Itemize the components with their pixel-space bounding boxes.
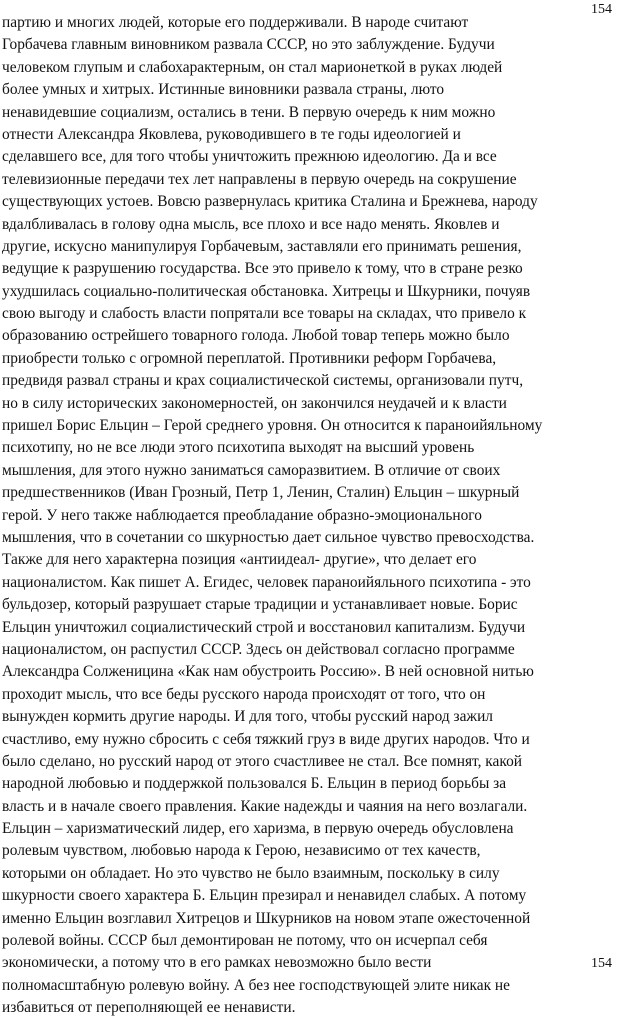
text-line: отнести Александра Яковлева, руководившего в те годы идеологией и bbox=[2, 125, 461, 143]
text-line: экономически, а потому что в его рамках невозможно было вести bbox=[2, 954, 432, 972]
text-line: мышления, что в сочетании со шкурностью дает сильное чувство превосходства. bbox=[2, 528, 535, 546]
text-line: образованию острейшего товарного голода. Любой товар теперь можно было bbox=[2, 327, 510, 345]
text-line: существующих устоев. Вовсю развернулась критика Сталина и Брежнева, народу bbox=[2, 193, 538, 211]
text-line: свою выгоду и слабость власти попрятали все товары на складах, что привело к bbox=[2, 305, 527, 323]
text-line: националистом. Как пишет А. Егидес, человек параноийяльного психотипа - это bbox=[2, 573, 531, 591]
text-line: герой. У него также наблюдается преобладание образно-эмоционального bbox=[2, 506, 482, 524]
text-line: ведущие к разрушению государства. Все это привело к тому, что в стране резко bbox=[2, 260, 523, 278]
page-number-top: 154 bbox=[591, 2, 612, 17]
text-line: сделавшего все, для того чтобы уничтожить прежнюю идеологию. Да и все bbox=[2, 148, 497, 166]
text-line: партию и многих людей, которые его поддерживали. В народе считают bbox=[2, 14, 469, 31]
text-line: которыми он обладает. Но это чувство не было взаимным, поскольку в силу bbox=[2, 864, 500, 882]
text-line: Также для него характерна позиция «антиидеал- другие», что делает его bbox=[2, 551, 477, 569]
text-line: шкурности своего характера Б. Ельцин презирал и ненавидел слабых. А потому bbox=[2, 887, 527, 905]
text-line: ролевым чувством, любовью народа к Герою, независимо от тех качеств, bbox=[2, 842, 481, 860]
text-line: было сделано, но русский народ от этого счастливее не стал. Все помнят, какой bbox=[2, 752, 523, 770]
text-line: проходит мысль, что все беды русского народа происходят от того, что он bbox=[2, 685, 486, 703]
text-line: телевизионные передачи тех лет направлены в первую очередь на сокрушение bbox=[2, 170, 517, 188]
page-number-bottom: 154 bbox=[591, 956, 612, 971]
text-line: националистом, он распустил СССР. Здесь он действовал согласно программе bbox=[2, 640, 515, 658]
text-line: психотипу, но не все люди этого психотипа выходят на высший уровень bbox=[2, 439, 475, 457]
text-line: бульдозер, который разрушает старые традиции и устанавливает новые. Борис bbox=[2, 596, 518, 614]
text-line: мышления, для этого нужно заниматься саморазвитием. В отличие от своих bbox=[2, 461, 501, 479]
text-line: избавиться от переполняющей ее ненависти. bbox=[2, 999, 296, 1017]
text-line: предвидя развал страны и крах социалистической системы, организовали путч, bbox=[2, 372, 524, 390]
text-line: более умных и хитрых. Истинные виновники развала страны, люто bbox=[2, 81, 445, 99]
text-line: ухудшилась социально-политическая обстановка. Хитрецы и Шкурники, почуяв bbox=[2, 282, 531, 300]
text-line: но в силу исторических закономерностей, он закончился неудачей и к власти bbox=[2, 394, 507, 412]
text-line: Ельцин – харизматический лидер, его харизма, в первую очередь обусловлена bbox=[2, 820, 514, 838]
text-line: счастливо, ему нужно сбросить с себя тяжкий груз в виде других народов. Что и bbox=[2, 730, 530, 748]
text-line: пришел Борис Ельцин – Герой среднего уровня. Он относится к параноийяльному bbox=[2, 417, 543, 435]
text-line: другие, искусно манипулируя Горбачевым, заставляли его принимать решения, bbox=[2, 237, 522, 255]
text-line: Александра Солженицина «Как нам обустроить Россию». В ней основной нитью bbox=[2, 663, 534, 681]
text-line: приобрести только с огромной переплатой. Противники реформ Горбачева, bbox=[2, 349, 497, 367]
text-line: Ельцин уничтожил социалистический строй и восстановил капитализм. Будучи bbox=[2, 618, 526, 636]
body-text bbox=[2, 12, 620, 1020]
text-line: человеком глупым и слабохарактерным, он стал марионеткой в руках людей bbox=[2, 58, 503, 76]
text-line: ненавидевшие социализм, остались в тени. В первую очередь к ним можно bbox=[2, 103, 496, 121]
text-line: вдалбливалась в голову одна мысль, все плохо и все надо менять. Яковлев и bbox=[2, 215, 500, 233]
text-line: вынужден кормить другие народы. И для того, чтобы русский народ зажил bbox=[2, 708, 493, 726]
text-line: предшественников (Иван Грозный, Петр 1, Ленин, Сталин) Ельцин – шкурный bbox=[2, 484, 520, 502]
text-line: народной любовью и поддержкой пользовался Б. Ельцин в период борьбы за bbox=[2, 775, 507, 793]
text-line: полномасштабную ролевую войну. А без нее господствующей элите никак не bbox=[2, 976, 510, 994]
text-line: ролевой войны. СССР был демонтирован не потому, что он исчерпал себя bbox=[2, 932, 488, 950]
text-line: власть и в начале своего правления. Какие надежды и чаяния на него возлагали. bbox=[2, 797, 528, 815]
text-line: именно Ельцин возглавил Хитрецов и Шкурников на новом этапе ожесточенной bbox=[2, 909, 531, 927]
text-line: Горбачева главным виновником развала СССР, но это заблуждение. Будучи bbox=[2, 36, 495, 54]
